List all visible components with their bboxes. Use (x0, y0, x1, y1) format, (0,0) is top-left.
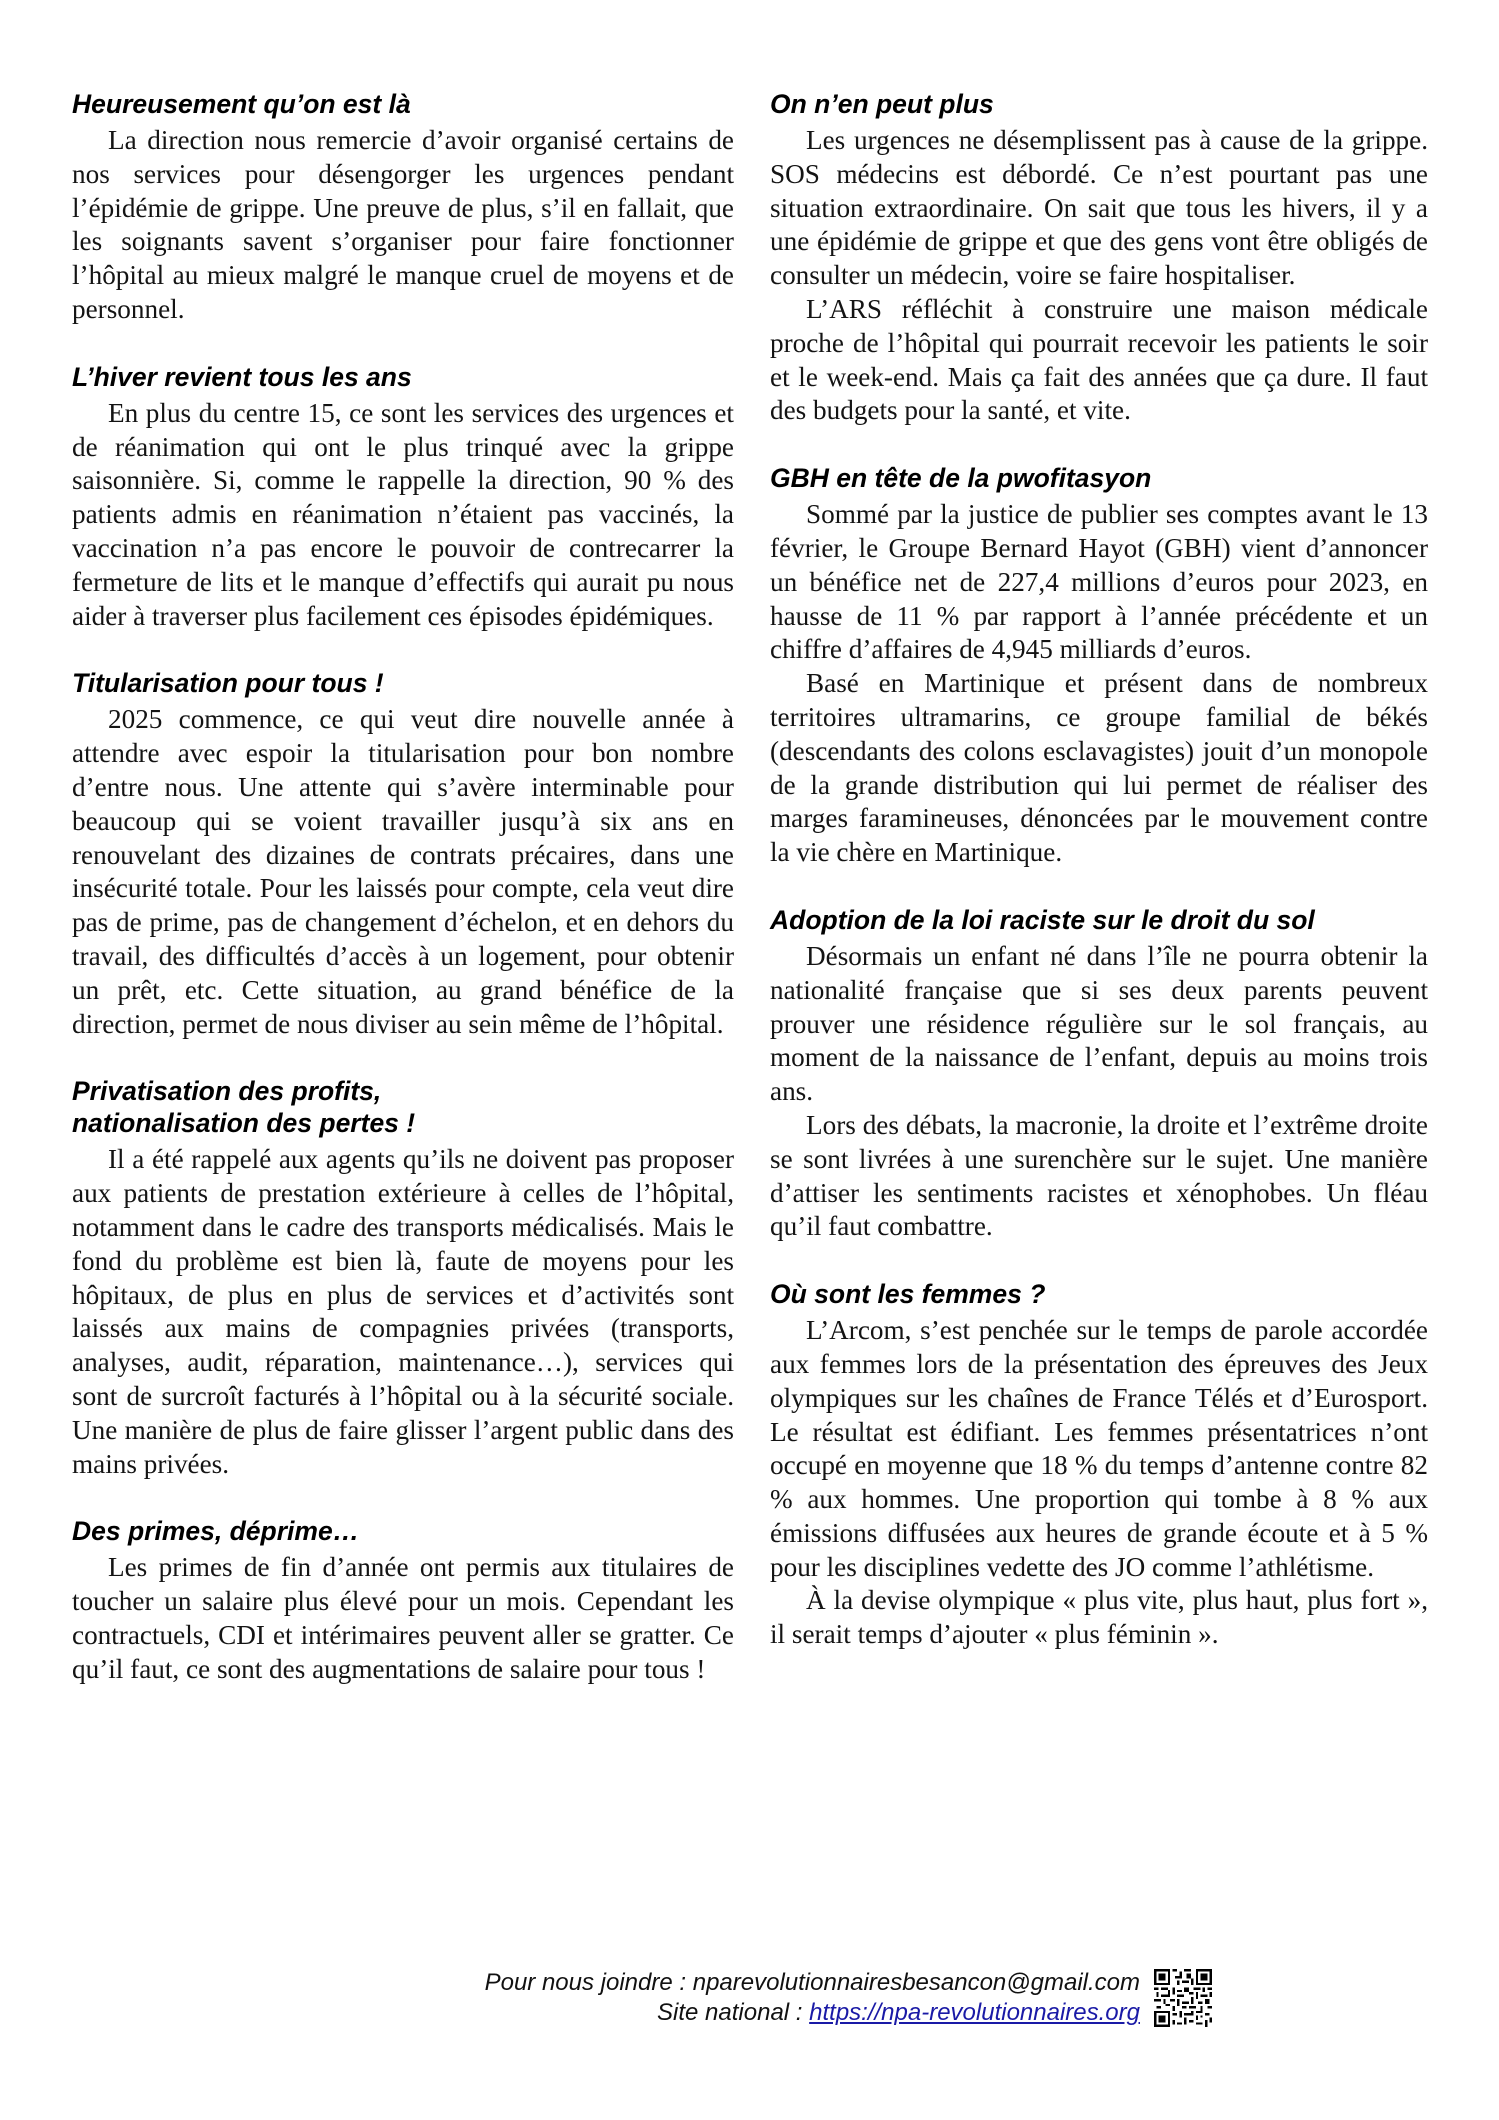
article-paragraph: Lors des débats, la macronie, la droite et l’extrême droite se sont livrées à une surenchère sur le sujet. Une manière d’attiser les sentiments racistes et xénophobes. Un fléau qu’il faut combattre. (770, 1109, 1428, 1242)
article-title: On n’en peut plus (770, 89, 994, 119)
article-droit-du-sol (770, 904, 1428, 1244)
article-paragraph: L’ARS réfléchit à construire une maison médicale proche de l’hôpital qui pourrait recevoir les patients le soir et le week-end. Mais ça fait des années que ça dure. Il faut des budgets pour la santé, et vite. (770, 293, 1428, 426)
article-paragraph: Il a été rappelé aux agents qu’ils ne doivent pas proposer aux patients de prestation extérieure à celles de l’hôpital, notamment dans le cadre des transports médicalisés. Mais le fond du problème est bien là, faute de moyens pour les hôpitaux, de plus en plus de services et d’activités sont laissés aux mains de compagnies privées (transports, analyses, audit, réparation, maintenance…), services qui sont de surcroît facturés à l’hôpital ou à la sécurité sociale. Une manière de plus de faire glisser l’argent public dans des mains privées. (72, 1144, 734, 1479)
article-paragraph: À la devise olympique « plus vite, plus haut, plus fort », il serait temps d’ajouter « plus féminin ». (770, 1585, 1428, 1650)
article-primes (72, 1515, 734, 1686)
article-gbh (770, 462, 1428, 870)
article-title: L’hiver revient tous les ans (72, 361, 412, 392)
article-title (72, 1075, 734, 1139)
right-column (770, 88, 1428, 1686)
article-title-line-1: Privatisation des profits, (72, 1076, 382, 1107)
article-heureusement (72, 88, 734, 327)
article-titularisation (72, 667, 734, 1041)
contact-line (0, 1968, 1140, 1998)
article-title: Titularisation pour tous ! (72, 668, 384, 699)
article-title: Adoption de la loi raciste sur le droit du sol (770, 904, 1315, 935)
article-paragraph: En plus du centre 15, ce sont les services des urgences et de réanimation qui ont le plus trinqué avec la grippe saisonnière. Si, comme le rappelle la direction, 90 % des patients admis en réanimation n’étaient pas vaccinés, la vaccination n’a pas encore le pouvoir de contrecarrer la fermeture de lits et le manque d’effectifs qui aurait pu nous aider à traverser plus facilement ces épisodes épidémiques. (72, 397, 734, 631)
contact-email[interactable]: nparevolutionnairesbesancon@gmail.com (692, 1969, 1140, 1996)
site-link[interactable]: https://npa-revolutionnaires.org (809, 1999, 1140, 2026)
site-line (0, 1998, 1140, 2028)
article-on-en-peut-plus (770, 88, 1428, 428)
article-paragraph: Les urgences ne désemplissent pas à cause de la grippe. SOS médecins est débordé. Ce n’est pourtant pas une situation extraordinaire. On sait que tous les hivers, il y a une épidémie de grippe et que des gens vont être obligés de consulter un médecin, voire se faire hospitaliser. (770, 125, 1428, 291)
article-privatisation (72, 1075, 734, 1481)
article-paragraph: 2025 commence, ce qui veut dire nouvelle année à attendre avec espoir la titularisation pour bon nombre d’entre nous. Une attente qui s’avère interminable pour beaucoup qui se voient travailler jusqu’à six ans en renouvelant des dizaines de contrats précaires, dans une insécurité totale. Pour les laissés pour compte, cela veut dire pas de prime, pas de changement d’échelon, et en dehors du travail, des difficultés d’accès à un logement, pour obtenir un prêt, etc. Cette situation, au grand bénéfice de la direction, permet de nous diviser au sein même de l’hôpital. (72, 704, 734, 1039)
article-title-line-2: nationalisation des pertes ! (72, 1108, 416, 1139)
footer-contact (0, 1968, 1140, 2028)
article-title: Des primes, déprime… (72, 1516, 360, 1547)
site-label: Site national : (657, 1999, 810, 2026)
article-title: Où sont les femmes ? (770, 1279, 1046, 1310)
article-paragraph: Sommé par la justice de publier ses comptes avant le 13 février, le Groupe Bernard Hayot (GBH) vient d’annoncer un bénéfice net de 227,4 millions d’euros pour 2023, en hausse de 11 % par rapport à l’année précédente et un chiffre d’affaires de 4,945 milliards d’euros. (770, 499, 1428, 665)
article-femmes (770, 1278, 1428, 1652)
article-paragraph: Les primes de fin d’année ont permis aux titulaires de toucher un salaire plus élevé pour un mois. Cependant les contractuels, CDI et intérimaires peuvent aller se gratter. Ce qu’il faut, ce sont des augmentations de salaire pour tous ! (72, 1552, 734, 1684)
article-paragraph: La direction nous remercie d’avoir organisé certains de nos services pour désengorger les urgences pendant l’épidémie de grippe. Une preuve de plus, s’il en fallait, que les soignants savent s’organiser pour faire fonctionner l’hôpital au mieux malgré le manque cruel de moyens et de personnel. (72, 125, 734, 324)
contact-label: Pour nous joindre : (484, 1969, 693, 1996)
article-paragraph: L’Arcom, s’est penchée sur le temps de parole accordée aux femmes lors de la présentation des épreuves des Jeux olympiques sur les chaînes de France Télés et d’Eurosport. Le résultat est édifiant. Les femmes présentatrices n’ont occupé en moyenne que 18 % du temps d’antenne contre 82 % aux hommes. Une proportion qui tombe à 8 % aux émissions diffusées aux heures de grande écoute et à 5 % pour les disciplines vedette des JO comme l’athlétisme. (770, 1315, 1428, 1582)
left-column (72, 88, 734, 1720)
article-paragraph: Basé en Martinique et présent dans de nombreux territoires ultramarins, ce groupe familial de békés (descendants des colons esclavagistes) jouit d’un monopole de la grande distribution qui lui permet de réaliser des marges faramineuses, dénoncées par le mouvement contre la vie chère en Martinique. (770, 668, 1428, 868)
qr-code-icon (1154, 1968, 1212, 2028)
article-title: GBH en tête de la pwofitasyon (770, 463, 1152, 494)
article-paragraph: Désormais un enfant né dans l’île ne pourra obtenir la nationalité française que si ses deux parents peuvent prouver une résidence régulière sur le sol français, au moment de la naissance de l’enfant, depuis au moins trois ans. (770, 940, 1428, 1107)
article-title: Heureusement qu’on est là (72, 89, 411, 119)
article-hiver (72, 361, 734, 634)
